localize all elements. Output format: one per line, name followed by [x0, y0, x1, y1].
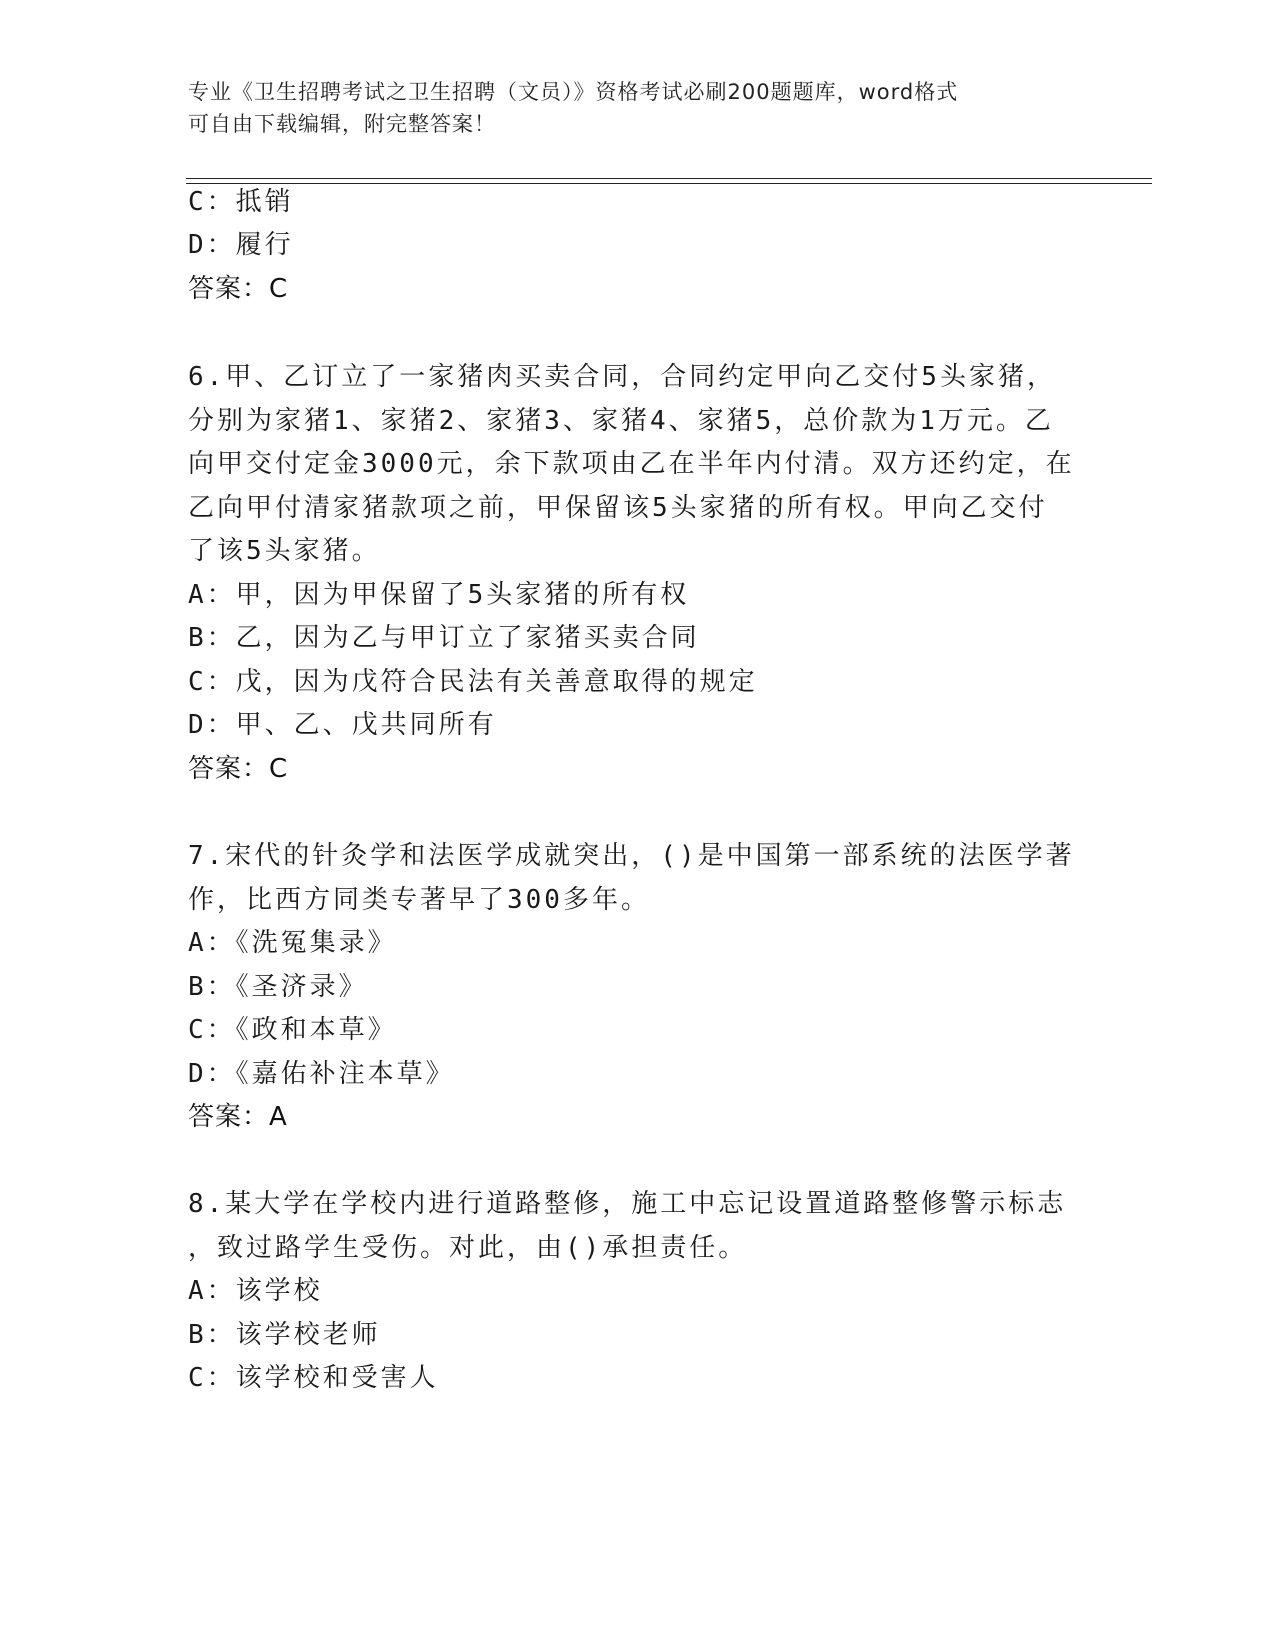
q6-stem-line: 分别为家猪1、家猪2、家猪3、家猪4、家猪5，总价款为1万元。乙 — [188, 406, 1054, 436]
q7-option-d: D：《嘉佑补注本草》 — [188, 1059, 455, 1089]
q7-option-a: A：《洗冤集录》 — [188, 928, 397, 958]
q6-option-c: C：戊，因为戊符合民法有关善意取得的规定 — [188, 667, 758, 697]
header-title-line2: 可自由下载编辑，附完整答案！ — [188, 112, 496, 136]
q7-stem-line: 作，比西方同类专著早了300多年。 — [188, 885, 650, 915]
q5-option-c: C：抵销 — [188, 187, 294, 217]
q7-answer: 答案：A — [188, 1102, 288, 1132]
q8-option-c: C：该学校和受害人 — [188, 1363, 439, 1393]
q6-option-d: D：甲、乙、戊共同所有 — [188, 710, 497, 740]
q7-stem-line: 7.宋代的针灸学和法医学成就突出，()是中国第一部系统的法医学著 — [188, 841, 1075, 871]
q6-option-b: B：乙，因为乙与甲订立了家猪买卖合同 — [188, 623, 700, 653]
q8-option-a: A：该学校 — [188, 1276, 323, 1306]
q7-option-c: C：《政和本草》 — [188, 1015, 397, 1045]
q7-option-b: B：《圣济录》 — [188, 972, 368, 1002]
q6-stem-line: 6.甲、乙订立了一家猪肉买卖合同，合同约定甲向乙交付5头家猪， — [188, 362, 1056, 392]
q8-stem-line: 8.某大学在学校内进行道路整修，施工中忘记设置道路整修警示标志 — [188, 1189, 1067, 1219]
q6-answer: 答案：C — [188, 754, 289, 784]
q6-stem-line: 向甲交付定金3000元，余下款项由乙在半年内付清。双方还约定，在 — [188, 449, 1075, 479]
q6-stem-line: 乙向甲付清家猪款项之前，甲保留该5头家猪的所有权。甲向乙交付 — [188, 493, 1048, 523]
q5-answer: 答案：C — [188, 274, 289, 304]
document-header — [188, 76, 1068, 140]
q6-stem-line: 了该5头家猪。 — [188, 536, 381, 566]
header-rule-top — [186, 178, 1152, 179]
q8-option-b: B：该学校老师 — [188, 1320, 381, 1350]
q8-stem-line: ，致过路学生受伤。对此，由()承担责任。 — [188, 1233, 748, 1263]
q5-option-d: D：履行 — [188, 230, 294, 260]
q6-option-a: A：甲，因为甲保留了5头家猪的所有权 — [188, 580, 690, 610]
header-rule-bottom — [186, 183, 1152, 184]
header-title-line1: 专业《卫生招聘考试之卫生招聘（文员）》资格考试必刷200题题库，word格式 — [188, 80, 959, 104]
